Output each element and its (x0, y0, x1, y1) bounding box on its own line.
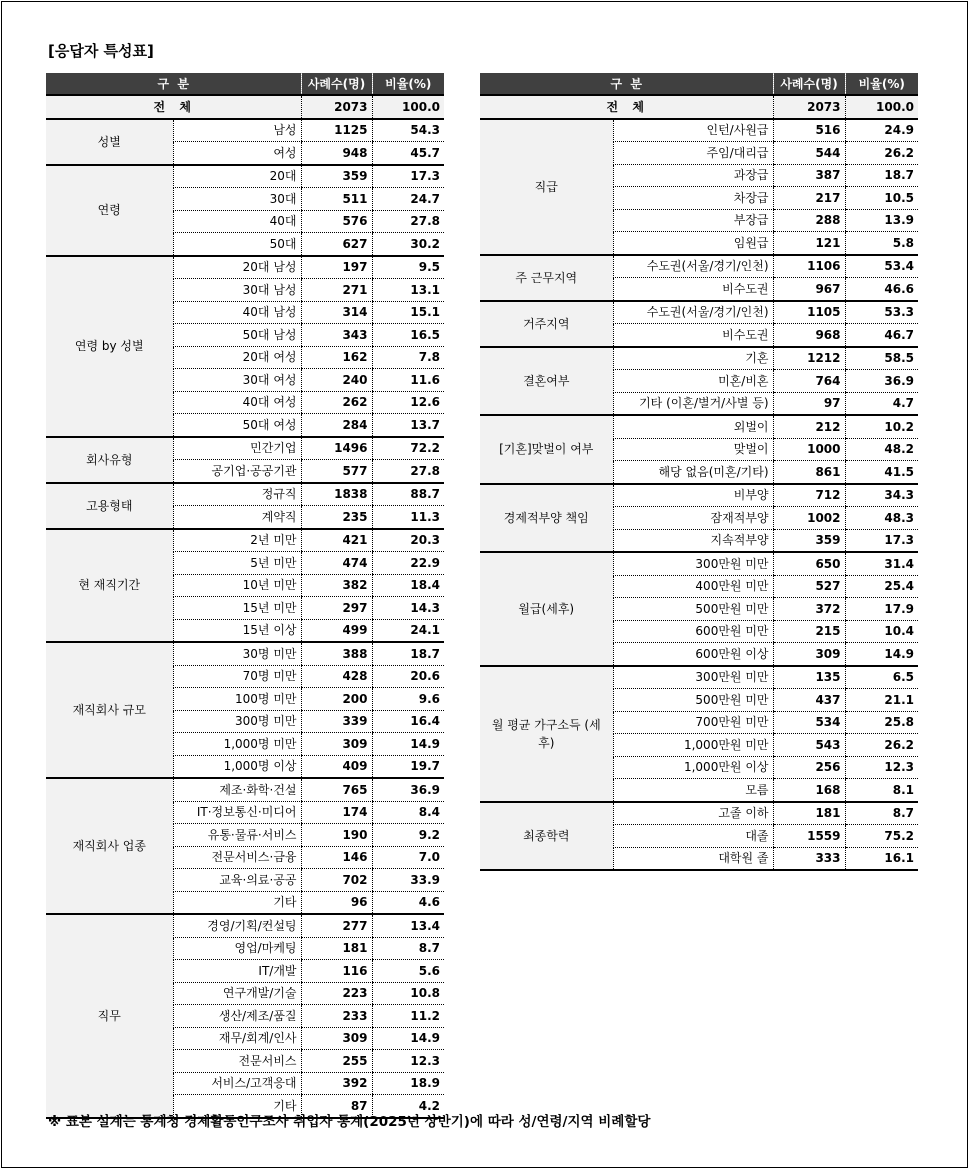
subcategory-label: 5년 미만 (173, 552, 301, 575)
count-value: 1106 (773, 255, 845, 278)
count-value: 309 (773, 643, 845, 666)
subcategory-label: 해당 없음(미혼/기타) (613, 461, 773, 484)
total-row (46, 95, 444, 119)
subcategory-label: 공기업·공공기관 (173, 460, 301, 483)
count-value: 702 (301, 869, 372, 892)
table-row (480, 802, 918, 825)
subcategory-label: 경영/기획/컨설팅 (173, 914, 301, 937)
subcategory-label: 300만원 미만 (613, 666, 773, 689)
subcategory-label: 15년 미만 (173, 597, 301, 620)
percent-value: 36.9 (845, 370, 918, 393)
count-value: 534 (773, 711, 845, 734)
percent-value: 13.9 (845, 209, 918, 232)
percent-value: 9.5 (372, 256, 444, 279)
percent-value: 9.2 (372, 824, 444, 847)
category-label: 직급 (480, 119, 613, 255)
subcategory-label: 20대 남성 (173, 256, 301, 279)
percent-value: 5.6 (372, 960, 444, 983)
percent-value: 5.8 (845, 232, 918, 255)
count-value: 162 (301, 346, 372, 369)
count-value: 87 (301, 1095, 372, 1118)
subcategory-label: 40대 (173, 210, 301, 233)
count-value: 421 (301, 529, 372, 552)
percent-value: 45.7 (372, 142, 444, 165)
subcategory-label: 지속적부양 (613, 529, 773, 552)
total-row (480, 95, 918, 119)
percent-value: 8.7 (372, 937, 444, 960)
percent-value: 6.5 (845, 666, 918, 689)
header-percent: 비율(%) (372, 73, 444, 95)
subcategory-label: 50대 남성 (173, 324, 301, 347)
header-percent: 비율(%) (845, 73, 918, 95)
subcategory-label: 인턴/사원급 (613, 119, 773, 142)
subcategory-label: 40대 여성 (173, 391, 301, 414)
subcategory-label: 기타 (173, 1095, 301, 1118)
subcategory-label: 수도권(서울/경기/인천) (613, 255, 773, 278)
subcategory-label: 400만원 미만 (613, 575, 773, 598)
table-row (480, 255, 918, 278)
subcategory-label: 연구개발/기술 (173, 982, 301, 1005)
count-value: 116 (301, 960, 372, 983)
percent-value: 48.2 (845, 438, 918, 461)
percent-value: 41.5 (845, 461, 918, 484)
count-value: 309 (301, 1027, 372, 1050)
subcategory-label: 비부양 (613, 484, 773, 507)
subcategory-label: 대학원 졸 (613, 847, 773, 870)
subcategory-label: 2년 미만 (173, 529, 301, 552)
table-row (46, 483, 444, 506)
count-value: 96 (301, 891, 372, 914)
count-value: 372 (773, 598, 845, 621)
count-value: 240 (301, 369, 372, 392)
table-row (480, 301, 918, 324)
subcategory-label: 30명 미만 (173, 642, 301, 665)
count-value: 428 (301, 665, 372, 688)
percent-value: 24.7 (372, 188, 444, 211)
subcategory-label: 영업/마케팅 (173, 937, 301, 960)
percent-value: 12.3 (372, 1050, 444, 1073)
percent-value: 15.1 (372, 301, 444, 324)
subcategory-label: 1,000만원 이상 (613, 756, 773, 779)
percent-value: 8.4 (372, 801, 444, 824)
table-row (480, 347, 918, 370)
percent-value: 7.8 (372, 346, 444, 369)
percent-value: 16.4 (372, 710, 444, 733)
category-label: 회사유형 (46, 437, 173, 483)
subcategory-label: 정규직 (173, 483, 301, 506)
count-value: 262 (301, 391, 372, 414)
count-value: 544 (773, 142, 845, 165)
subcategory-label: 500만원 미만 (613, 689, 773, 712)
total-count: 2073 (773, 95, 845, 119)
count-value: 967 (773, 278, 845, 301)
percent-value: 16.5 (372, 324, 444, 347)
subcategory-label: 전문서비스·금융 (173, 846, 301, 869)
percent-value: 72.2 (372, 437, 444, 460)
table-row (480, 552, 918, 575)
table-row (46, 437, 444, 460)
percent-value: 24.9 (845, 119, 918, 142)
subcategory-label: 기혼 (613, 347, 773, 370)
count-value: 1496 (301, 437, 372, 460)
category-label: 결혼여부 (480, 347, 613, 416)
header-group: 구 분 (480, 73, 773, 95)
percent-value: 25.4 (845, 575, 918, 598)
subcategory-label: 1,000명 이상 (173, 755, 301, 778)
subcategory-label: 미혼/비혼 (613, 370, 773, 393)
count-value: 387 (773, 164, 845, 187)
percent-value: 46.7 (845, 324, 918, 347)
percent-value: 27.8 (372, 210, 444, 233)
subcategory-label: 부장급 (613, 209, 773, 232)
respondent-table-right (480, 73, 918, 871)
total-count: 2073 (301, 95, 372, 119)
count-value: 256 (773, 756, 845, 779)
category-label: 재직회사 업종 (46, 778, 173, 914)
subcategory-label: 600만원 이상 (613, 643, 773, 666)
category-label: 월급(세후) (480, 552, 613, 666)
category-label: 성별 (46, 119, 173, 165)
count-value: 146 (301, 846, 372, 869)
table-row (46, 256, 444, 279)
subcategory-label: 고졸 이하 (613, 802, 773, 825)
header-count: 사례수(명) (773, 73, 845, 95)
percent-value: 36.9 (372, 778, 444, 801)
table-row (46, 165, 444, 188)
subcategory-label: 700만원 미만 (613, 711, 773, 734)
subcategory-label: 임원급 (613, 232, 773, 255)
percent-value: 16.1 (845, 847, 918, 870)
percent-value: 88.7 (372, 483, 444, 506)
percent-value: 46.6 (845, 278, 918, 301)
table-row (480, 415, 918, 438)
count-value: 223 (301, 982, 372, 1005)
table-row (480, 666, 918, 689)
percent-value: 7.0 (372, 846, 444, 869)
header-row (46, 73, 444, 95)
subcategory-label: 외벌이 (613, 415, 773, 438)
count-value: 392 (301, 1072, 372, 1095)
subcategory-label: 전문서비스 (173, 1050, 301, 1073)
percent-value: 11.6 (372, 369, 444, 392)
percent-value: 10.5 (845, 187, 918, 210)
percent-value: 9.6 (372, 688, 444, 711)
subcategory-label: 20대 여성 (173, 346, 301, 369)
percent-value: 26.2 (845, 142, 918, 165)
count-value: 343 (301, 324, 372, 347)
subcategory-label: 비수도권 (613, 324, 773, 347)
subcategory-label: 계약직 (173, 506, 301, 529)
category-label: 직무 (46, 914, 173, 1118)
category-label: 재직회사 규모 (46, 642, 173, 778)
count-value: 217 (773, 187, 845, 210)
subcategory-label: 맞벌이 (613, 438, 773, 461)
category-label: 고용형태 (46, 483, 173, 529)
percent-value: 4.6 (372, 891, 444, 914)
subcategory-label: 50대 (173, 233, 301, 256)
count-value: 181 (773, 802, 845, 825)
count-value: 1559 (773, 825, 845, 848)
subcategory-label: 20대 (173, 165, 301, 188)
count-value: 764 (773, 370, 845, 393)
count-value: 97 (773, 392, 845, 415)
percent-value: 14.9 (845, 643, 918, 666)
percent-value: 14.9 (372, 1027, 444, 1050)
subcategory-label: 잠재적부양 (613, 507, 773, 530)
subcategory-label: 대졸 (613, 825, 773, 848)
subcategory-label: 1,000명 미만 (173, 733, 301, 756)
header-row (480, 73, 918, 95)
count-value: 437 (773, 689, 845, 712)
subcategory-label: 50대 여성 (173, 414, 301, 437)
count-value: 215 (773, 620, 845, 643)
percent-value: 18.7 (372, 642, 444, 665)
count-value: 271 (301, 279, 372, 302)
count-value: 135 (773, 666, 845, 689)
subcategory-label: 제조·화학·건설 (173, 778, 301, 801)
percent-value: 12.6 (372, 391, 444, 414)
subcategory-label: 서비스/고객응대 (173, 1072, 301, 1095)
count-value: 297 (301, 597, 372, 620)
percent-value: 17.3 (845, 529, 918, 552)
subcategory-label: 100명 미만 (173, 688, 301, 711)
percent-value: 13.4 (372, 914, 444, 937)
subcategory-label: 비수도권 (613, 278, 773, 301)
percent-value: 22.9 (372, 552, 444, 575)
total-percent: 100.0 (845, 95, 918, 119)
subcategory-label: 모름 (613, 779, 773, 802)
category-label: 최종학력 (480, 802, 613, 871)
category-label: 주 근무지역 (480, 255, 613, 301)
table-row (480, 484, 918, 507)
subcategory-label: 남성 (173, 119, 301, 142)
count-value: 576 (301, 210, 372, 233)
count-value: 314 (301, 301, 372, 324)
subcategory-label: 차장급 (613, 187, 773, 210)
table-row (46, 914, 444, 937)
count-value: 968 (773, 324, 845, 347)
count-value: 168 (773, 779, 845, 802)
count-value: 511 (301, 188, 372, 211)
percent-value: 19.7 (372, 755, 444, 778)
percent-value: 13.1 (372, 279, 444, 302)
percent-value: 33.9 (372, 869, 444, 892)
percent-value: 10.4 (845, 620, 918, 643)
percent-value: 10.2 (845, 415, 918, 438)
category-label: 연령 (46, 165, 173, 256)
table-row (46, 119, 444, 142)
count-value: 121 (773, 232, 845, 255)
subcategory-label: 500만원 미만 (613, 598, 773, 621)
count-value: 309 (301, 733, 372, 756)
count-value: 233 (301, 1005, 372, 1028)
percent-value: 11.2 (372, 1005, 444, 1028)
table-row (46, 778, 444, 801)
subcategory-label: 300만원 미만 (613, 552, 773, 575)
count-value: 284 (301, 414, 372, 437)
count-value: 359 (773, 529, 845, 552)
subcategory-label: 1,000만원 미만 (613, 734, 773, 757)
table-row (46, 529, 444, 552)
page-title: [응답자 특성표] (48, 42, 154, 60)
subcategory-label: 30대 남성 (173, 279, 301, 302)
category-label: [기혼]맞벌이 여부 (480, 415, 613, 484)
percent-value: 13.7 (372, 414, 444, 437)
percent-value: 12.3 (845, 756, 918, 779)
count-value: 1125 (301, 119, 372, 142)
category-label: 거주지역 (480, 301, 613, 347)
percent-value: 20.6 (372, 665, 444, 688)
count-value: 765 (301, 778, 372, 801)
percent-value: 34.3 (845, 484, 918, 507)
category-label: 월 평균 가구소득 (세후) (480, 666, 613, 802)
percent-value: 48.3 (845, 507, 918, 530)
category-label: 연령 by 성별 (46, 256, 173, 437)
total-label: 전 체 (480, 95, 773, 119)
percent-value: 8.1 (845, 779, 918, 802)
percent-value: 4.7 (845, 392, 918, 415)
count-value: 1212 (773, 347, 845, 370)
subcategory-label: 300명 미만 (173, 710, 301, 733)
count-value: 650 (773, 552, 845, 575)
count-value: 359 (301, 165, 372, 188)
count-value: 1838 (301, 483, 372, 506)
category-label: 현 재직기간 (46, 529, 173, 643)
subcategory-label: 30대 여성 (173, 369, 301, 392)
count-value: 474 (301, 552, 372, 575)
percent-value: 31.4 (845, 552, 918, 575)
subcategory-label: 여성 (173, 142, 301, 165)
count-value: 543 (773, 734, 845, 757)
count-value: 627 (301, 233, 372, 256)
subcategory-label: 과장급 (613, 164, 773, 187)
count-value: 1000 (773, 438, 845, 461)
percent-value: 18.4 (372, 574, 444, 597)
percent-value: 18.7 (845, 164, 918, 187)
count-value: 712 (773, 484, 845, 507)
subcategory-label: 기타 (이혼/별거/사별 등) (613, 392, 773, 415)
count-value: 1002 (773, 507, 845, 530)
count-value: 339 (301, 710, 372, 733)
percent-value: 14.3 (372, 597, 444, 620)
percent-value: 25.8 (845, 711, 918, 734)
percent-value: 17.3 (372, 165, 444, 188)
count-value: 197 (301, 256, 372, 279)
count-value: 409 (301, 755, 372, 778)
subcategory-label: 생산/제조/품질 (173, 1005, 301, 1028)
count-value: 516 (773, 119, 845, 142)
count-value: 200 (301, 688, 372, 711)
table-row (480, 119, 918, 142)
subcategory-label: 70명 미만 (173, 665, 301, 688)
header-group: 구 분 (46, 73, 301, 95)
percent-value: 10.8 (372, 982, 444, 1005)
subcategory-label: 30대 (173, 188, 301, 211)
percent-value: 26.2 (845, 734, 918, 757)
percent-value: 21.1 (845, 689, 918, 712)
percent-value: 75.2 (845, 825, 918, 848)
total-percent: 100.0 (372, 95, 444, 119)
subcategory-label: 10년 미만 (173, 574, 301, 597)
count-value: 861 (773, 461, 845, 484)
count-value: 577 (301, 460, 372, 483)
total-label: 전 체 (46, 95, 301, 119)
percent-value: 17.9 (845, 598, 918, 621)
count-value: 948 (301, 142, 372, 165)
subcategory-label: 40대 남성 (173, 301, 301, 324)
count-value: 1105 (773, 301, 845, 324)
percent-value: 8.7 (845, 802, 918, 825)
count-value: 181 (301, 937, 372, 960)
percent-value: 4.2 (372, 1095, 444, 1118)
count-value: 212 (773, 415, 845, 438)
percent-value: 30.2 (372, 233, 444, 256)
subcategory-label: 기타 (173, 891, 301, 914)
subcategory-label: 민간기업 (173, 437, 301, 460)
count-value: 255 (301, 1050, 372, 1073)
count-value: 527 (773, 575, 845, 598)
count-value: 388 (301, 642, 372, 665)
percent-value: 18.9 (372, 1072, 444, 1095)
subcategory-label: 600만원 미만 (613, 620, 773, 643)
percent-value: 14.9 (372, 733, 444, 756)
subcategory-label: 재무/회계/인사 (173, 1027, 301, 1050)
count-value: 333 (773, 847, 845, 870)
subcategory-label: 15년 이상 (173, 619, 301, 642)
percent-value: 20.3 (372, 529, 444, 552)
percent-value: 24.1 (372, 619, 444, 642)
subcategory-label: IT·정보통신·미디어 (173, 801, 301, 824)
header-count: 사례수(명) (301, 73, 372, 95)
percent-value: 11.3 (372, 506, 444, 529)
footnote: ※ 표본 설계는 통계청 경제활동인구조사 취업자 통계(2025년 상반기)에 따라 성/연령/지역 비례할당 (48, 1114, 651, 1130)
table-row (46, 642, 444, 665)
count-value: 174 (301, 801, 372, 824)
count-value: 277 (301, 914, 372, 937)
respondent-table-left (46, 73, 444, 1119)
percent-value: 53.3 (845, 301, 918, 324)
subcategory-label: IT/개발 (173, 960, 301, 983)
count-value: 499 (301, 619, 372, 642)
category-label: 경제적부양 책임 (480, 484, 613, 553)
subcategory-label: 수도권(서울/경기/인천) (613, 301, 773, 324)
count-value: 382 (301, 574, 372, 597)
subcategory-label: 유통·물류·서비스 (173, 824, 301, 847)
percent-value: 58.5 (845, 347, 918, 370)
count-value: 190 (301, 824, 372, 847)
subcategory-label: 주임/대리급 (613, 142, 773, 165)
subcategory-label: 교육·의료·공공 (173, 869, 301, 892)
percent-value: 27.8 (372, 460, 444, 483)
count-value: 235 (301, 506, 372, 529)
percent-value: 53.4 (845, 255, 918, 278)
percent-value: 54.3 (372, 119, 444, 142)
count-value: 288 (773, 209, 845, 232)
